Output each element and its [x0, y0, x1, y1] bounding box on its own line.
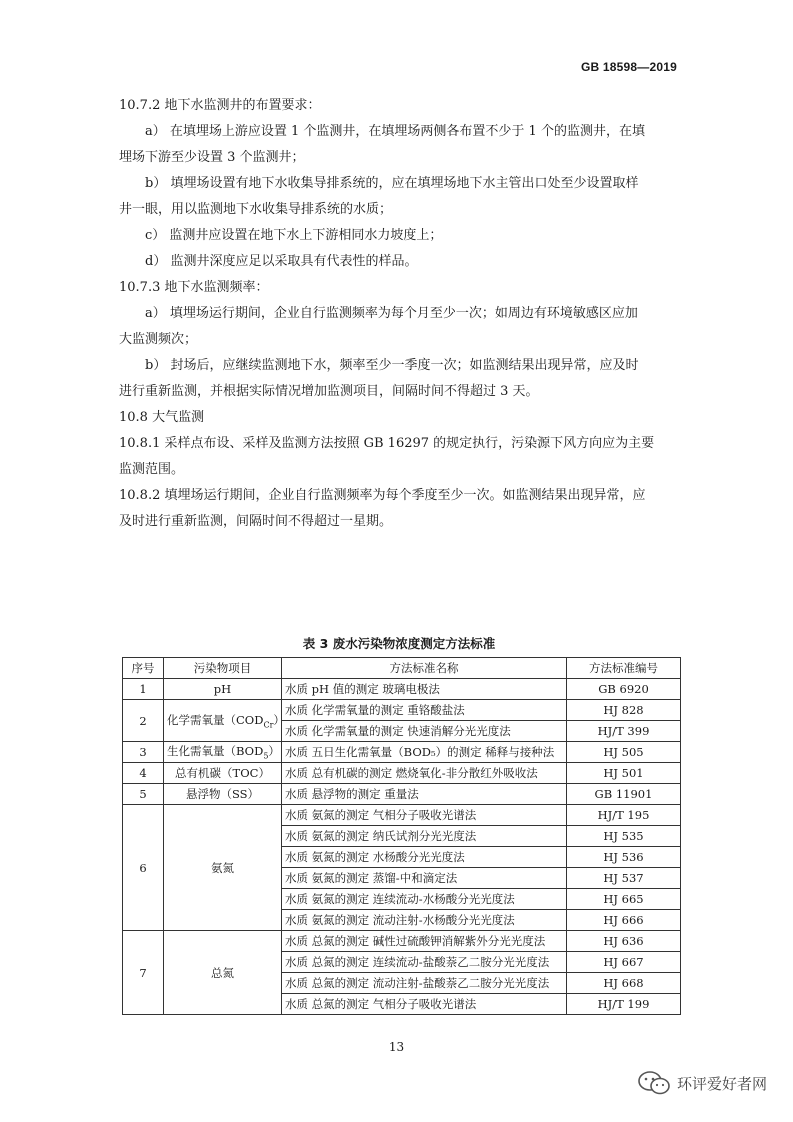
cell-pollutant: [164, 742, 282, 763]
pollutant-name: 化学需氧量（COD: [167, 712, 264, 727]
cell-method-name: 水质 总氮的测定 连续流动-盐酸萘乙二胺分光光度法: [282, 952, 567, 973]
method-standards-table: [122, 657, 681, 1015]
paragraph-line: 10.8.1 采样点布设、采样及监测方法按照 GB 16297 的规定执行，污染源下风方向应为主要: [119, 436, 655, 451]
watermark-text: 环评爱好者网: [676, 1074, 767, 1093]
page-number: 13: [388, 1040, 405, 1054]
paragraph-line: 大监测频次；: [119, 332, 198, 347]
table-row: [123, 763, 681, 784]
cell-method-name: 水质 五日生化需氧量（BOD₅）的测定 稀释与接种法: [282, 742, 567, 763]
pollutant-name: 氨氮: [211, 860, 234, 875]
pollutant-name: 生化需氧量（BOD: [167, 744, 264, 759]
pollutant-name: 总氮: [211, 965, 234, 980]
header-method-name: 方法标准名称: [282, 658, 567, 679]
table-header-row: [123, 658, 681, 679]
paragraph-line: 10.8.2 填埋场运行期间，企业自行监测频率为每个季度至少一次。如监测结果出现异常，应: [119, 488, 646, 503]
header-no: 序号: [123, 658, 164, 679]
wechat-icon: [637, 1070, 671, 1096]
header-method-code: 方法标准编号: [567, 658, 681, 679]
cell-method-name: 水质 氨氮的测定 气相分子吸收光谱法: [282, 805, 567, 826]
cell-no: 6: [123, 805, 164, 931]
paragraph-line: 进行重新监测，并根据实际情况增加监测项目，间隔时间不得超过 3 天。: [119, 384, 539, 399]
cell-method-code: GB 11901: [567, 784, 681, 805]
pollutant-suffix: ）: [273, 712, 285, 727]
standard-code: GB 18598—2019: [581, 60, 677, 74]
cell-method-name: 水质 总有机碳的测定 燃烧氧化-非分散红外吸收法: [282, 763, 567, 784]
cell-method-code: HJ 505: [567, 742, 681, 763]
table-row: [123, 931, 681, 952]
paragraph-line: d） 监测井深度应足以采取具有代表性的样品。: [145, 254, 418, 269]
pollutant-name: 悬浮物（SS）: [185, 787, 260, 801]
cell-method-code: HJ/T 399: [567, 721, 681, 742]
pollutant-name: pH: [213, 682, 232, 696]
pollutant-subscript: 5: [263, 751, 269, 761]
cell-method-code: HJ 535: [567, 826, 681, 847]
cell-method-name: 水质 总氮的测定 气相分子吸收光谱法: [282, 994, 567, 1015]
cell-method-code: HJ 501: [567, 763, 681, 784]
cell-no: 4: [123, 763, 164, 784]
pollutant-suffix: ）: [268, 744, 280, 759]
table-title: 表 3 废水污染物浓度测定方法标准: [302, 636, 496, 651]
paragraph-line: b） 封场后，应继续监测地下水，频率至少一季度一次；如监测结果出现异常，应及时: [145, 358, 639, 373]
cell-method-name: 水质 氨氮的测定 水杨酸分光光度法: [282, 847, 567, 868]
watermark: [637, 1070, 767, 1096]
table-row: [123, 679, 681, 700]
cell-method-code: HJ/T 195: [567, 805, 681, 826]
cell-method-name: 水质 氨氮的测定 蒸馏-中和滴定法: [282, 868, 567, 889]
cell-method-code: HJ 828: [567, 700, 681, 721]
pollutant-name: 总有机碳（TOC）: [175, 766, 270, 780]
paragraph-line: a） 在填埋场上游应设置 1 个监测井，在填埋场两侧各布置不少于 1 个的监测井，在填: [145, 124, 645, 139]
cell-method-code: HJ 665: [567, 889, 681, 910]
paragraph-line: c） 监测井应设置在地下水上下游相同水力坡度上；: [145, 228, 443, 243]
cell-no: 7: [123, 931, 164, 1015]
cell-method-code: HJ 668: [567, 973, 681, 994]
paragraph-line: 埋场下游至少设置 3 个监测井；: [119, 150, 305, 165]
cell-pollutant: [164, 805, 282, 931]
cell-pollutant: [164, 784, 282, 805]
cell-method-name: 水质 总氮的测定 碱性过硫酸钾消解紫外分光光度法: [282, 931, 567, 952]
cell-method-name: 水质 氨氮的测定 纳氏试剂分光光度法: [282, 826, 567, 847]
cell-no: 1: [123, 679, 164, 700]
cell-method-code: HJ 666: [567, 910, 681, 931]
paragraph-line: 监测范围。: [119, 462, 185, 477]
table-row: [123, 805, 681, 826]
cell-method-code: HJ 537: [567, 868, 681, 889]
paragraph-line: a） 填埋场运行期间，企业自行监测频率为每个月至少一次；如周边有环境敏感区应加: [145, 306, 638, 321]
paragraph-line: 10.7.3 地下水监测频率：: [119, 280, 269, 295]
pollutant-subscript: Cr: [263, 720, 274, 730]
cell-no: 3: [123, 742, 164, 763]
cell-method-code: HJ 536: [567, 847, 681, 868]
cell-method-name: 水质 氨氮的测定 流动注射-水杨酸分光光度法: [282, 910, 567, 931]
table-row: [123, 742, 681, 763]
cell-method-code: HJ 636: [567, 931, 681, 952]
table-row: [123, 784, 681, 805]
cell-method-name: 水质 pH 值的测定 玻璃电极法: [282, 679, 567, 700]
cell-pollutant: [164, 763, 282, 784]
cell-method-code: HJ 667: [567, 952, 681, 973]
cell-method-name: 水质 悬浮物的测定 重量法: [282, 784, 567, 805]
cell-pollutant: [164, 931, 282, 1015]
cell-method-name: 水质 化学需氧量的测定 重铬酸盐法: [282, 700, 567, 721]
paragraph-line: 10.8 大气监测: [119, 410, 205, 425]
paragraph-line: 及时进行重新监测，间隔时间不得超过一星期。: [119, 514, 393, 529]
table-row: [123, 700, 681, 721]
cell-method-code: HJ/T 199: [567, 994, 681, 1015]
paragraph-line: 井一眼，用以监测地下水收集导排系统的水质；: [119, 202, 393, 217]
paragraph-line: 10.7.2 地下水监测井的布置要求：: [119, 98, 321, 113]
body-text: [119, 93, 679, 535]
cell-no: 2: [123, 700, 164, 742]
cell-method-code: GB 6920: [567, 679, 681, 700]
paragraph-line: b） 填埋场设置有地下水收集导排系统的，应在填埋场地下水主管出口处至少设置取样: [145, 176, 639, 191]
cell-pollutant: [164, 679, 282, 700]
cell-pollutant: [164, 700, 285, 742]
cell-method-name: 水质 氨氮的测定 连续流动-水杨酸分光光度法: [282, 889, 567, 910]
cell-no: 5: [123, 784, 164, 805]
cell-method-name: 水质 化学需氧量的测定 快速消解分光光度法: [282, 721, 567, 742]
header-pollutant: 污染物项目: [164, 658, 282, 679]
cell-method-name: 水质 总氮的测定 流动注射-盐酸萘乙二胺分光光度法: [282, 973, 567, 994]
